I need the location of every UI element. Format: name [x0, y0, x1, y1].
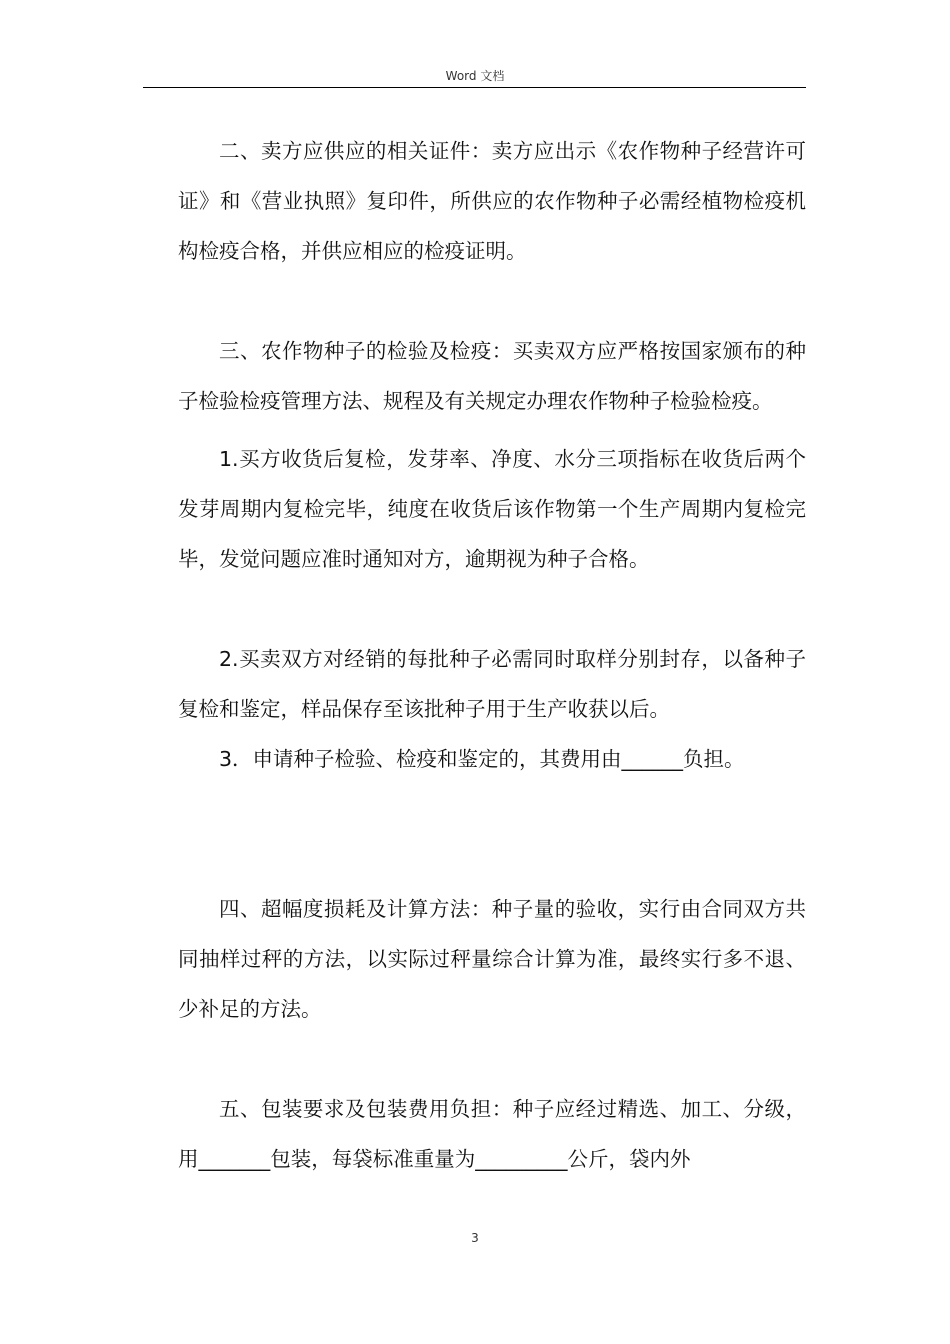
- paragraph-loss-calculation: 四、超幅度损耗及计算方法：种子量的验收，实行由合同双方共同抽样过秤的方法，以实际过秤量综合计算为准，最终实行多不退、少补足的方法。: [178, 897, 806, 1021]
- paragraph-spacer: [178, 584, 806, 634]
- paragraph-spacer: [178, 1034, 806, 1084]
- paragraph-spacer: [178, 276, 806, 326]
- paragraph-item-3-fees: 3．申请种子检验、检疫和鉴定的，其费用由______负担。: [219, 747, 745, 771]
- paragraph-packaging: 五、包装要求及包装费用负担：种子应经过精选、加工、分级，用_______包装，每袋标准重量为_________公斤，袋内外: [178, 1097, 806, 1171]
- paragraph-spacer: [178, 784, 806, 884]
- page-number: 3: [471, 1231, 479, 1245]
- paragraph-item-2-sampling: 2.买卖双方对经销的每批种子必需同时取样分别封存，以备种子复检和鉴定，样品保存至该批种子用于生产收获以后。: [178, 647, 806, 721]
- paragraph-spacer: [178, 426, 806, 434]
- paragraph-inspection-quarantine: 三、农作物种子的检验及检疫：买卖双方应严格按国家颁布的种子检验检疫管理方法、规程及有关规定办理农作物种子检验检疫。: [178, 339, 806, 413]
- paragraph-item-1-recheck: 1.买方收货后复检，发芽率、净度、水分三项指标在收货后两个发芽周期内复检完毕，纯度在收货后该作物第一个生产周期内复检完毕，发觉问题应准时通知对方，逾期视为种子合格。: [178, 447, 806, 571]
- header-divider: [143, 87, 806, 88]
- document-body: [178, 126, 806, 1184]
- document-header-title: Word 文档: [445, 69, 505, 83]
- paragraph-seller-certificates: 二、卖方应供应的相关证件：卖方应出示《农作物种子经营许可证》和《营业执照》复印件，所供应的农作物种子必需经植物检疫机构检疫合格，并供应相应的检疫证明。: [178, 139, 806, 263]
